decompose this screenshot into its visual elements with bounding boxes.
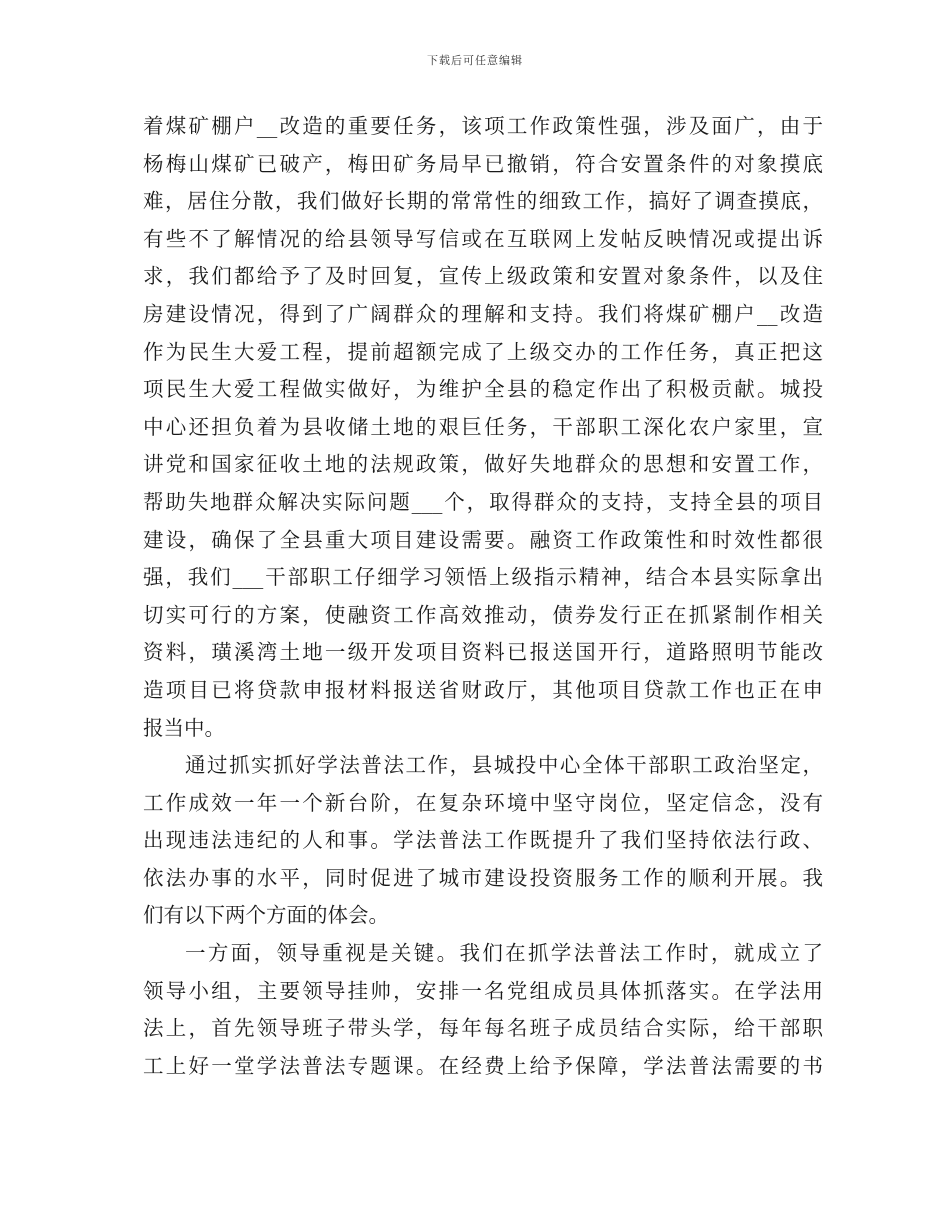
text-line: 讲党和国家征收土地的法规政策，做好失地群众的思想和安置工作， [143, 452, 823, 477]
paragraph [143, 747, 823, 935]
text-line: 造项目已将贷款申报材料报送省财政厅，其他项目贷款工作也正在申 [143, 677, 823, 702]
text-line: 建设，确保了全县重大项目建设需要。融资工作政策性和时效性都很 [143, 527, 823, 552]
text-line: 工上好一堂学法普法专题课。在经费上给予保障，学法普法需要的书 [143, 1053, 823, 1078]
text-line: 工作成效一年一个新台阶，在复杂环境中坚守岗位，坚定信念，没有 [143, 790, 823, 815]
text-line: 通过抓实抓好学法普法工作，县城投中心全体干部职工政治坚定， [185, 753, 823, 778]
text-line: 房建设情况，得到了广阔群众的理解和支持。我们将煤矿棚户__改造 [143, 301, 823, 326]
text-line: 资料，璜溪湾土地一级开发项目资料已报送国开行，道路照明节能改 [143, 640, 823, 665]
text-line: 领导小组，主要领导挂帅，安排一名党组成员具体抓落实。在学法用 [143, 978, 823, 1003]
text-line: 依法办事的水平，同时促进了城市建设投资服务工作的顺利开展。我 [143, 865, 823, 890]
text-line: 作为民生大爱工程，提前超额完成了上级交办的工作任务，真正把这 [143, 339, 823, 364]
text-line: 强，我们___干部职工仔细学习领悟上级指示精神，结合本县实际拿出 [143, 565, 823, 590]
paragraph [143, 108, 823, 747]
document-body [143, 108, 823, 1085]
text-line: 出现违法违纪的人和事。学法普法工作既提升了我们坚持依法行政、 [143, 828, 823, 853]
text-line: 帮助失地群众解决实际问题___个，取得群众的支持，支持全县的项目 [143, 489, 823, 514]
text-line: 中心还担负着为县收储土地的艰巨任务，干部职工深化农户家里，宣 [143, 414, 823, 439]
text-line: 一方面，领导重视是关键。我们在抓学法普法工作时，就成立了 [185, 941, 823, 966]
page-header: 下载后可任意编辑 [427, 54, 523, 67]
text-line: 杨梅山煤矿已破产，梅田矿务局早已撤销，符合安置条件的对象摸底 [143, 151, 823, 176]
text-line: 切实可行的方案，使融资工作高效推动，债券发行正在抓紧制作相关 [143, 602, 823, 627]
text-line: 难，居住分散，我们做好长期的常常性的细致工作，搞好了调查摸底， [143, 189, 823, 214]
text-line: 着煤矿棚户__改造的重要任务，该项工作政策性强，涉及面广，由于 [143, 114, 823, 138]
text-line: 报当中。 [143, 715, 225, 740]
text-line: 求，我们都给予了及时回复，宣传上级政策和安置对象条件，以及住 [143, 264, 823, 289]
text-line: 法上，首先领导班子带头学，每年每名班子成员结合实际，给干部职 [143, 1016, 823, 1041]
paragraph [143, 935, 823, 1085]
text-line: 项民生大爱工程做实做好，为维护全县的稳定作出了积极贡献。城投 [143, 377, 823, 402]
text-line: 们有以下两个方面的体会。 [143, 903, 389, 928]
text-line: 有些不了解情况的给县领导写信或在互联网上发帖反映情况或提出诉 [143, 226, 823, 251]
